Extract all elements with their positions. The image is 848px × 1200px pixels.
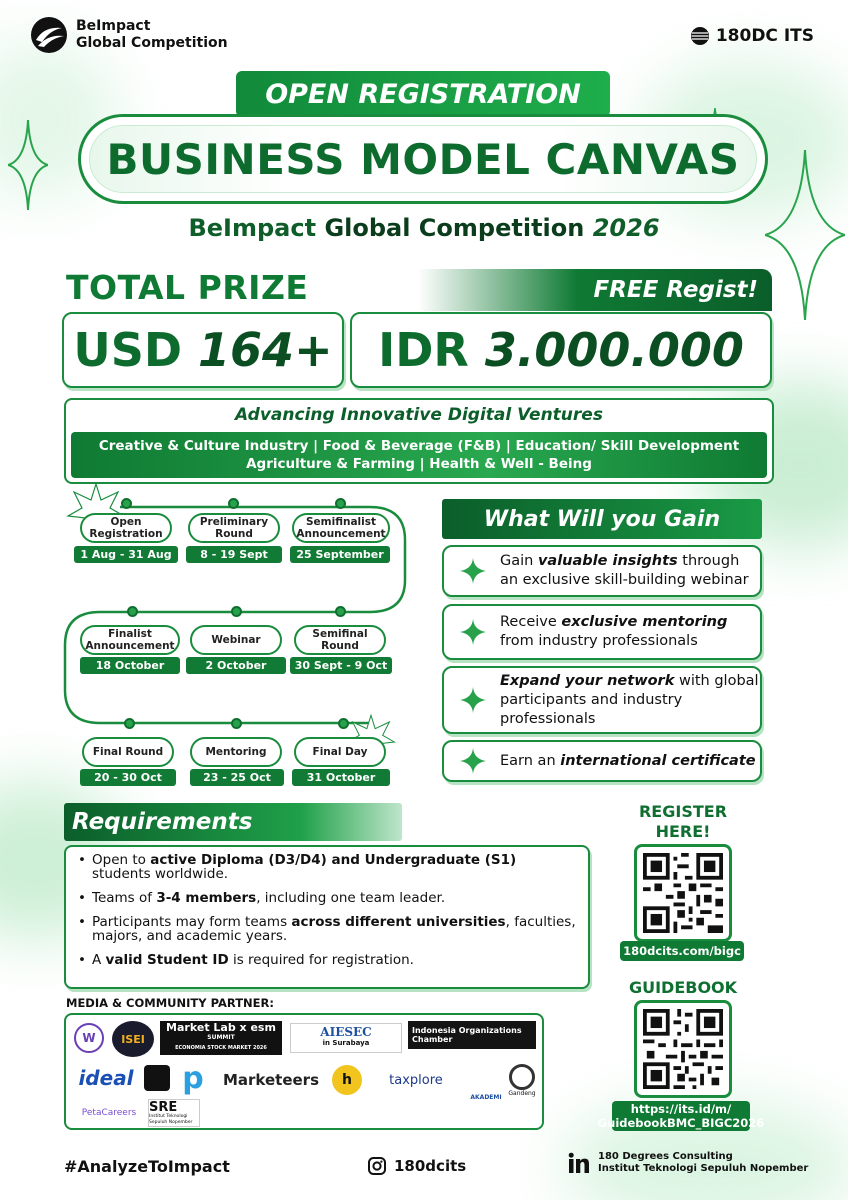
instagram-handle[interactable] xyxy=(368,1157,466,1175)
timeline-step-title: Semifinalist Announcement xyxy=(292,513,390,543)
req-bold: valid Student ID xyxy=(105,952,229,968)
gain-item xyxy=(442,740,762,782)
logo-line-2: Global Competition xyxy=(76,35,228,51)
timeline-dot xyxy=(228,498,239,509)
register-heading-line-1: REGISTER xyxy=(638,802,728,821)
theme-categories xyxy=(71,432,767,478)
idr-amount: 3.000.000 xyxy=(484,323,744,377)
partner-text: Institut Teknologi Sepuluh Nopember xyxy=(149,1113,193,1125)
timeline-dot xyxy=(124,718,135,729)
req-text: , faculties, majors, and academic years. xyxy=(92,914,576,944)
timeline-step-date: 1 Aug - 31 Aug xyxy=(74,546,178,563)
globe-stripes-icon xyxy=(690,26,710,46)
timeline-step-date: 30 Sept - 9 Oct xyxy=(290,657,392,674)
free-registration-badge: FREE Regist! xyxy=(418,269,772,311)
gain-bold: valuable insights xyxy=(537,553,678,569)
partners-heading: MEDIA & COMMUNITY PARTNER: xyxy=(66,996,274,1010)
subtitle-year: 2026 xyxy=(592,214,660,242)
wave-swirl-icon xyxy=(30,16,68,54)
guidebook-url-line-2: GuidebookBMC_BIGC2026 xyxy=(597,1116,765,1130)
partner-logo-akademi: AKADEMI xyxy=(470,1094,502,1101)
subtitle-name: Global Competition xyxy=(324,214,585,242)
beimpact-logo xyxy=(30,16,228,54)
partner-text: AIESEC xyxy=(320,1025,372,1039)
req-bold: across different universities xyxy=(291,914,506,930)
campaign-hashtag: #AnalyzeToImpact xyxy=(64,1157,230,1176)
sparkle-decoration-left xyxy=(8,120,48,210)
timeline-step-title: Mentoring xyxy=(190,737,282,767)
sparkle-star-icon xyxy=(460,619,486,645)
timeline-step-title: Finalist Announcement xyxy=(80,625,180,655)
partner-text: in Surabaya xyxy=(322,1039,370,1047)
instagram-icon xyxy=(368,1157,386,1175)
sparkle-star-icon xyxy=(460,748,486,774)
timeline-dot xyxy=(338,718,349,729)
partner-logo-small-badge xyxy=(144,1065,170,1091)
partner-text: ECONOMIA STOCK MARKET 2026 xyxy=(175,1045,267,1051)
timeline-dot xyxy=(231,606,242,617)
timeline-dot xyxy=(335,606,346,617)
requirements-heading: Requirements xyxy=(64,803,402,841)
req-text: , including one team leader. xyxy=(256,890,446,906)
partner-logo-yellow-circle: h xyxy=(332,1065,362,1095)
linkedin-icon xyxy=(568,1152,590,1174)
open-registration-banner: OPEN REGISTRATION xyxy=(236,71,610,117)
usd-currency: USD xyxy=(73,323,183,377)
partner-text: Market Lab x esm xyxy=(166,1021,276,1034)
timeline-dot xyxy=(335,498,346,509)
partner-logo-ideal: ideal xyxy=(78,1066,134,1090)
idr-currency: IDR xyxy=(378,323,469,377)
total-prize-label: TOTAL PRIZE xyxy=(66,268,309,307)
req-bold: 3-4 members xyxy=(156,890,257,906)
sparkle-star-icon xyxy=(460,558,486,584)
req-text: students worldwide. xyxy=(92,866,229,882)
gain-text: through an exclusive skill-building webinar xyxy=(500,553,749,588)
guidebook-url-line-1: https://its.id/m/ xyxy=(630,1102,732,1116)
timeline-step-date: 25 September xyxy=(290,546,390,563)
guidebook-heading: GUIDEBOOK xyxy=(628,978,738,997)
subtitle-brand: BeImpact xyxy=(188,214,317,242)
timeline-step-title: Final Day xyxy=(294,737,386,767)
partner-logo-sre xyxy=(148,1099,200,1127)
timeline-step-date: 23 - 25 Oct xyxy=(190,769,284,786)
partner-text: SUMMIT xyxy=(207,1034,235,1041)
req-bold: active Diploma (D3/D4) and Undergraduate (S1) xyxy=(150,852,517,868)
timeline-step-date: 31 October xyxy=(292,769,390,786)
sparkle-star-icon xyxy=(460,687,486,713)
register-url[interactable]: 180dcits.com/bigc xyxy=(620,941,744,961)
event-subtitle xyxy=(0,214,848,242)
requirement-item xyxy=(76,853,578,881)
linkedin-line-2: Institut Teknologi Sepuluh Nopember xyxy=(598,1163,809,1174)
gain-text: with global participants and industry professionals xyxy=(500,672,759,727)
guidebook-url[interactable] xyxy=(597,1101,765,1131)
timeline-step-title: Final Round xyxy=(82,737,174,767)
register-qr-code[interactable] xyxy=(634,844,732,942)
gain-item xyxy=(442,666,762,734)
partner-logo-market-lab xyxy=(160,1021,282,1055)
partner-text: SRE xyxy=(149,1099,178,1115)
req-text: Open to xyxy=(92,852,151,868)
theme-categories-line-1: Creative & Culture Industry | Food & Beverage (F&B) | Education/ Skill Development xyxy=(98,438,740,454)
theme-categories-line-2: Agriculture & Farming | Health & Well - Being xyxy=(246,456,592,472)
partner-logo-p: p xyxy=(182,1060,204,1096)
guidebook-qr-code[interactable] xyxy=(634,1000,732,1098)
qr-code-icon xyxy=(643,853,723,933)
timeline-dot xyxy=(231,718,242,729)
gain-text: Gain xyxy=(500,553,538,569)
req-text: Teams of xyxy=(92,890,157,906)
logo-line-1: BeImpact xyxy=(76,18,151,34)
partner-logo-marketeers: Marketeers xyxy=(222,1071,320,1089)
timeline-step-date: 2 October xyxy=(186,657,286,674)
partner-text: Gandeng xyxy=(508,1089,536,1097)
requirements-list xyxy=(64,845,590,989)
partner-logo-taxplore: taxplore xyxy=(389,1072,443,1088)
timeline-step-date: 18 October xyxy=(80,657,180,674)
theme-heading: Advancing Innovative Digital Ventures xyxy=(235,405,603,425)
180dc-logo xyxy=(690,26,814,46)
partner-logo-petacareers: PetaCareers xyxy=(81,1108,137,1118)
timeline-dot xyxy=(127,606,138,617)
gain-text: Receive xyxy=(500,614,562,630)
gain-text: from industry professionals xyxy=(500,633,698,649)
competition-title-frame xyxy=(78,114,768,204)
partner-logo-aiesec xyxy=(290,1023,402,1053)
gain-bold: Expand your network xyxy=(500,672,675,689)
usd-prize-box xyxy=(62,312,344,388)
req-text: Participants may form teams xyxy=(92,914,292,930)
partners-logo-box xyxy=(64,1013,544,1130)
gain-bold: exclusive mentoring xyxy=(561,614,728,630)
usd-amount: 164+ xyxy=(198,323,333,377)
instagram-handle-text: 180dcits xyxy=(394,1157,467,1175)
timeline-step-title: Open Registration xyxy=(80,513,172,543)
180dc-logo-text: 180DC ITS xyxy=(715,26,814,46)
partner-logo-isei: ISEI xyxy=(112,1021,154,1057)
idr-prize-box xyxy=(350,312,772,388)
qr-code-icon xyxy=(643,1009,723,1089)
req-text: A xyxy=(92,952,106,968)
theme-box xyxy=(64,398,774,484)
register-heading-line-2: HERE! xyxy=(655,822,711,841)
timeline-step-title: Webinar xyxy=(190,625,282,655)
partner-logo-circle: W xyxy=(74,1023,104,1053)
gain-item xyxy=(442,604,762,660)
gain-heading: What Will you Gain xyxy=(442,499,762,539)
gain-text: Earn an xyxy=(500,752,561,769)
timeline-step-date: 8 - 19 Sept xyxy=(186,546,282,563)
requirement-item xyxy=(76,891,578,905)
gain-bold: international certificate xyxy=(560,752,756,769)
timeline-step-title: Preliminary Round xyxy=(188,513,280,543)
timeline-step-title: Semifinal Round xyxy=(294,625,386,655)
linkedin-profile[interactable] xyxy=(568,1151,808,1175)
timeline-step-date: 20 - 30 Oct xyxy=(80,769,176,786)
req-text: is required for registration. xyxy=(228,952,414,968)
register-heading xyxy=(620,802,746,842)
requirement-item xyxy=(76,953,578,967)
requirement-item xyxy=(76,915,578,943)
partner-logo-gandeng xyxy=(506,1059,538,1101)
competition-title: BUSINESS MODEL CANVAS xyxy=(89,125,757,193)
partner-logo-ioc: Indonesia Organizations Chamber xyxy=(408,1021,536,1049)
linkedin-line-1: 180 Degrees Consulting xyxy=(598,1151,733,1162)
gandeng-mark-icon xyxy=(509,1064,535,1090)
timeline-dot xyxy=(121,498,132,509)
gain-item xyxy=(442,545,762,597)
